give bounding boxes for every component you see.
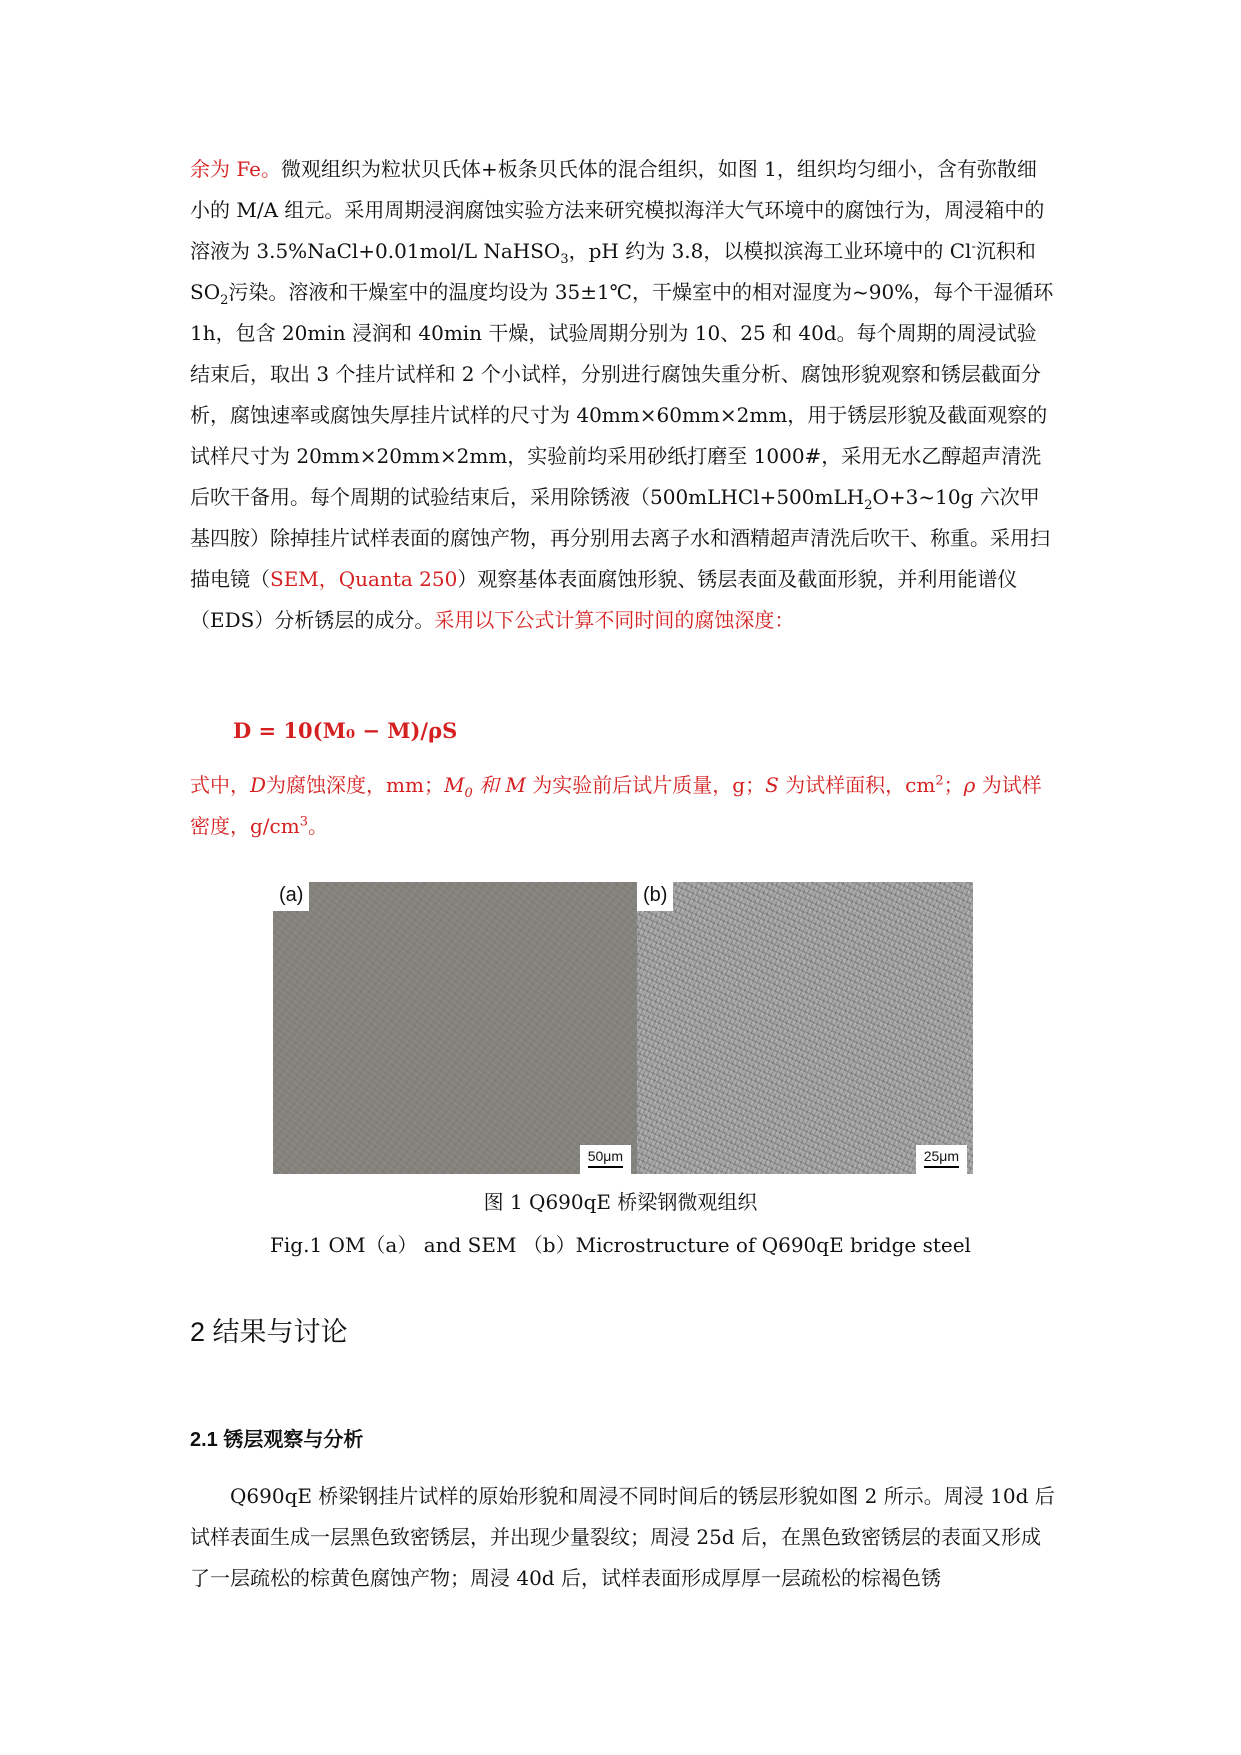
variable: S bbox=[765, 773, 779, 797]
scale-bar-text: 25μm bbox=[923, 1148, 959, 1164]
text-run: ，pH 约为 3.8，以模拟滨海工业环境中的 Cl bbox=[568, 239, 972, 263]
panel-b-label: (b) bbox=[637, 882, 673, 911]
formula-legend bbox=[190, 765, 1056, 847]
scale-bar-line bbox=[924, 1166, 959, 1168]
scale-bar-line bbox=[588, 1166, 623, 1168]
figure-1 bbox=[273, 882, 973, 1174]
subscript: 0 bbox=[464, 786, 473, 801]
superscript: 2 bbox=[935, 773, 944, 789]
figure-caption-cn: 图 1 Q690qE 桥梁钢微观组织 bbox=[483, 1190, 758, 1214]
methods-paragraph bbox=[190, 149, 1056, 641]
text-run: 为试样密度，g/cm bbox=[190, 773, 1042, 838]
text-run: 为试样面积，cm bbox=[778, 773, 936, 797]
composition-remainder: 余为 Fe。 bbox=[190, 157, 281, 181]
superscript: 3 bbox=[299, 814, 308, 830]
superscript: - bbox=[971, 239, 976, 255]
text-run: 式中， bbox=[190, 773, 250, 797]
section-heading: 2 结果与讨论 bbox=[190, 1317, 348, 1347]
sem-micrograph bbox=[637, 882, 973, 1174]
text-run: O+3~10g 六次甲基四胺）除掉挂片试样表面的腐蚀产物，再分别用去离子水和酒精超声清洗后吹干、称重。采用扫描电镜（ bbox=[190, 485, 1050, 591]
subsection-heading: 2.1 锈层观察与分析 bbox=[190, 1429, 364, 1451]
figure-caption-en: Fig.1 OM（a） and SEM （b）Microstructure of Q690qE bridge steel bbox=[270, 1233, 971, 1257]
sem-model-highlight: SEM，Quanta 250 bbox=[270, 567, 458, 591]
variable: ρ bbox=[963, 773, 976, 797]
text-run: 沉积和 SO bbox=[190, 239, 1036, 304]
text-run: 微观组织为粒状贝氏体+板条贝氏体的混合组织，如图 1，组织均匀细小，含有弥散细小的 M/A 组元。采用周期浸润腐蚀实验方法来研究模拟海洋大气环境中的腐蚀行为，周浸箱中的溶液为 3.5%NaCl+0.01mol/L NaHSO bbox=[190, 157, 1045, 263]
text-run: 为腐蚀深度，mm； bbox=[266, 773, 444, 797]
variable: M bbox=[443, 773, 465, 797]
subscript: 3 bbox=[560, 252, 569, 267]
subscript: 2 bbox=[220, 293, 229, 308]
om-micrograph bbox=[273, 882, 637, 1174]
corrosion-depth-formula: D = 10(M₀ − M)/ρS bbox=[233, 718, 458, 743]
scale-bar-b bbox=[916, 1145, 967, 1174]
text-run: 和 bbox=[472, 773, 506, 797]
text-run: 污染。溶液和干燥室中的温度均设为 35±1℃，干燥室中的相对湿度为~90%，每个干湿循环 1h，包含 20min 浸润和 40min 干燥，试验周期分别为 10、25 和 40d。每个周期的周浸试验结束后，取出 3 个挂片试样和 2 个小试样，分别进行腐蚀失重分析、腐蚀形貌观察和锈层截面分析，腐蚀速率或腐蚀失厚挂片试样的尺寸为 40mm×60mm×2mm，用于锈层形貌及截面观察的试样尺寸为 20mm×20mm×2mm，实验前均采用砂纸打磨至 1000#，采用无水乙醇超声清洗后吹干备用。每个周期的试验结束后，采用除锈液（500mLHCl+500mLH bbox=[190, 280, 1054, 509]
text-run: 为实验前后试片质量，g； bbox=[525, 773, 766, 797]
variable: D bbox=[250, 773, 267, 797]
scale-bar-a bbox=[580, 1145, 631, 1174]
variable: M bbox=[505, 773, 526, 797]
formula-intro-highlight: 采用以下公式计算不同时间的腐蚀深度： bbox=[434, 608, 795, 632]
scale-bar-text: 50μm bbox=[587, 1148, 623, 1164]
results-paragraph: Q690qE 桥梁钢挂片试样的原始形貌和周浸不同时间后的锈层形貌如图 2 所示。周浸 10d 后试样表面生成一层黑色致密锈层，并出现少量裂纹；周浸 25d 后，在黑色致密锈层的表面又形成了一层疏松的棕黄色腐蚀产物；周浸 40d 后，试样表面形成厚厚一层疏松的棕褐色锈 bbox=[190, 1484, 1055, 1590]
text-run: ； bbox=[943, 773, 964, 797]
subscript: 2 bbox=[864, 498, 873, 513]
panel-a-label: (a) bbox=[273, 882, 309, 911]
text-run: ）观察基体表面腐蚀形貌、锈层表面及截面形貌，并利用能谱仪（EDS）分析锈层的成分。 bbox=[190, 567, 1018, 632]
text-run: 。 bbox=[308, 814, 328, 838]
